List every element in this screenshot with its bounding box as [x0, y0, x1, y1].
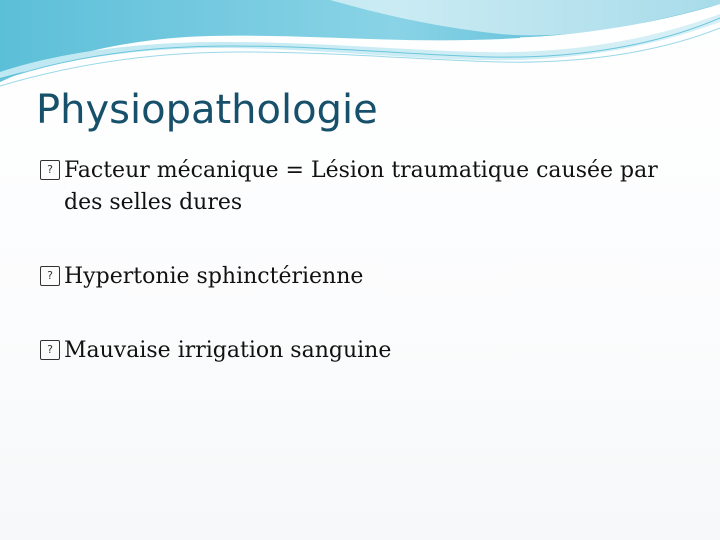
missing-glyph-bullet-icon	[40, 160, 60, 180]
bullet-text: Mauvaise irrigation sanguine	[64, 338, 392, 363]
header-wave-decoration	[0, 0, 720, 100]
missing-glyph-bullet-icon	[40, 266, 60, 286]
bullet-item-facteur-mecanique	[40, 155, 670, 219]
missing-glyph-bullet-icon	[40, 340, 60, 360]
bullet-text: Facteur mécanique = Lésion traumatique causée par des selles dures	[64, 158, 658, 215]
bullet-item-hypertonie	[40, 261, 670, 293]
slide-title: Physiopathologie	[36, 87, 378, 133]
bullet-item-irrigation	[40, 335, 670, 367]
bullet-list	[40, 155, 670, 367]
bullet-text: Hypertonie sphinctérienne	[64, 264, 364, 289]
